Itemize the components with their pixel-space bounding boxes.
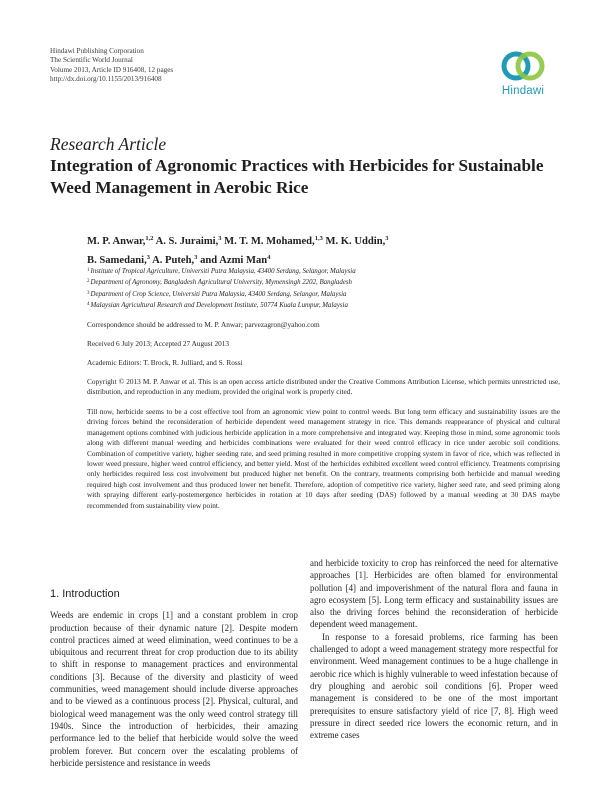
author: A. S. Juraimi,$^3$ [155, 235, 222, 247]
hindawi-logo [492, 48, 554, 97]
academic-editors: Academic Editors: T. Brock, R. Julliard, and S. Rossi [87, 358, 243, 367]
author: and Azmi Man$^4$ [200, 254, 271, 266]
copyright-notice: Copyright © 2013 M. P. Anwar et al. This is an open access article distributed under the Creative Commons Attribution License, which permits unrestricted use, distribution, and reproduction in any medium, provided the original work is properly cited. [87, 377, 560, 396]
body-column-right [310, 557, 558, 741]
affiliation: $^4$Malaysian Agricultural Research and Development Institute, 50774 Kuala Lumpur, Malaysia [87, 302, 348, 310]
author: M. K. Uddin,$^3$ [325, 235, 389, 247]
affiliation: $^3$Department of Crop Science, Universiti Putra Malaysia, 43400 Serdang, Selangor, Malaysia [87, 290, 347, 298]
author: M. T. M. Mohamed,$^{1,3}$ [224, 235, 323, 247]
hindawi-logo-icon [499, 48, 547, 84]
logo-wordmark: Hindawi [501, 85, 545, 97]
body-column-left [50, 588, 298, 769]
abstract: Till now, herbicide seems to be a cost effective tool from an agronomic view point to control weeds. But long term efficacy and sustainability issues are the driving forces behind the reconsideration of herbicide dependent weed management strategy in rice. This demands reappearance of physical and cultural management options combined with judicious herbicide application in a more comprehensive and integrated way. Keeping those in mind, some agronomic tools along with different manual weeding and herbicides combinations were evaluated for their weed control efficacy in rice under aerobic soil conditions. Combination of competitive variety, higher seeding rate, and seed priming resulted in more competitive cropping system in favor of rice, which was reflected in lower weed pressure, higher weed control efficiency, and better yield. Most of the herbicides exhibited excellent weed control efficiency. Treatments comprising only herbicides required less cost involvement but produced higher net benefit. On the contrary, treatments comprising both herbicide and manual weeding required high cost involvement and thus produced lower net benefit. Therefore, adoption of competitive rice variety, higher seed rate, and seed priming along with spraying different early-postemergence herbicides in rotation at 10 days after seeding (DAS) followed by a manual weeding at 30 DAS maybe recommended from sustainability view point. [87, 407, 560, 510]
section-heading-introduction: 1. Introduction [50, 588, 120, 600]
volume-info: Volume 2013, Article ID 916408, 12 pages [50, 65, 174, 74]
paragraph: In response to a foresaid problems, rice farming has been challenged to adopt a weed management strategy more respectful for environment. Weed management continues to be a huge challenge in aerobic rice which is highly vulnerable to weed infestation because of dry ploughing and aerobic soil conditions [6]. Proper weed management is considered to be one of the most important prerequisites to ensure satisfactory yield of rice [7, 8]. High weed pressure in direct seeded rice lowers the economic return, and in extreme cases [310, 631, 558, 741]
publisher-name: Hindawi Publishing Corporation [50, 47, 144, 55]
correspondence: Correspondence should be addressed to M. P. Anwar; parvezagron@yahoo.com [87, 320, 320, 329]
journal-header [50, 47, 173, 84]
affiliation: $^1$Institute of Tropical Agriculture, Universiti Putra Malaysia, 43400 Serdang, Selangor, Malaysia [87, 268, 356, 275]
affiliation: $^2$Department of Agronomy, Bangladesh Agricultural University, Mymensingh 2202, Bangladesh [87, 279, 352, 287]
journal-name: The Scientific World Journal [50, 56, 133, 65]
author: B. Samedani,$^3$ [87, 254, 151, 266]
paragraph: and herbicide toxicity to crop has reinforced the need for alternative approaches [1]. Herbicides are often blamed for environmental pollution [4] and impoverishment of the natural flora and fauna in agro ecosystem [5]. Long term efficacy and sustainability issues are also the driving forces behind the reconsideration of herbicide dependent weed management. [310, 558, 558, 630]
article-title: Integration of Agronomic Practices with Herbicides for Sustainable Weed Management in Aerobic Rice [50, 156, 544, 197]
paragraph: Weeds are endemic in crops [1] and a constant problem in crop production because of their dynamic nature [2]. Despite modern control practices aimed at weed elimination, weed continues to be a ubiquitous and recurrent threat for crop production due to its ability to shift in response to management practices and environmental conditions [3]. Because of the diversity and plasticity of weed communities, weed management should include diverse approaches and to be viewed as a continuous process [2]. Physical, cultural, and biological weed management was the only weed control strategy till 1940s. Since the introduction of herbicides, their amazing performance led to the belief that herbicide would solve the weed problem forever. But concern over the escalating problems of herbicide persistence and resistance in weeds [50, 610, 298, 768]
author: M. P. Anwar,$^{1,2}$ [87, 235, 154, 247]
doi-link[interactable]: http://dx.doi.org/10.1155/2013/916408 [50, 74, 162, 83]
author-list [87, 231, 557, 269]
article-type: Research Article [50, 134, 167, 154]
affiliation-list [87, 266, 567, 312]
received-accepted-dates: Received 6 July 2013; Accepted 27 August 2013 [87, 339, 230, 348]
author: A. Puteh,$^3$ [152, 254, 198, 266]
